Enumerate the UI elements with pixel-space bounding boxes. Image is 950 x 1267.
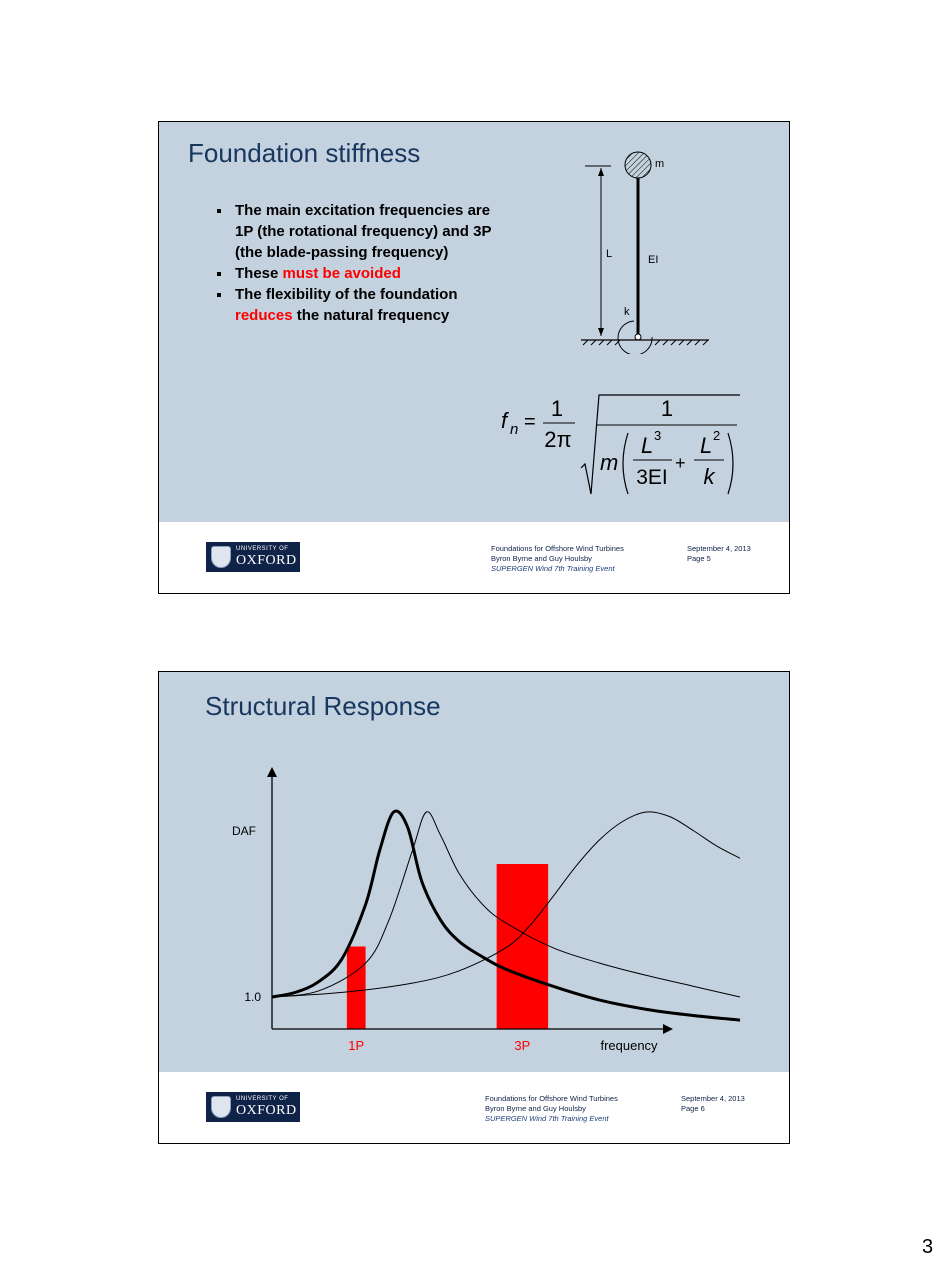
footer-date-page (687, 544, 751, 564)
footer-line1: Foundations for Offshore Wind Turbines (491, 544, 624, 553)
x-axis-label: frequency (600, 1038, 658, 1053)
footer-line1: Foundations for Offshore Wind Turbines (485, 1094, 618, 1103)
mass-label: m (655, 158, 665, 170)
formula-equals: = (524, 411, 536, 433)
slide-structural-response (158, 671, 790, 1144)
bullet-item (215, 263, 505, 284)
highlighted-text: must be avoided (282, 265, 401, 282)
formula-lhs: f (501, 408, 508, 433)
stiffness-ei-label: EI (648, 254, 659, 266)
natural-frequency-formula (497, 390, 747, 500)
footer-line2: Byron Byrne and Guy Houlsby (485, 1104, 586, 1113)
bullet-list (215, 200, 505, 326)
formula-frac-numerator: 1 (550, 396, 564, 421)
logo-small-text: UNIVERSITY OF (236, 1096, 289, 1102)
x-tick-label: 1P (348, 1038, 365, 1053)
footer-date-page (681, 1094, 745, 1114)
formula-term1-den: 3EI (636, 466, 668, 489)
x-axis-arrow-icon (663, 1024, 673, 1034)
slide-foundation-stiffness (158, 121, 790, 594)
formula-subscript: n (510, 421, 519, 438)
excitation-band-1p (347, 947, 366, 1030)
structural-response-chart (159, 672, 790, 1074)
highlighted-text: reduces (235, 307, 293, 324)
bullet-text: The main excitation frequencies are 1P (the rotational frequency) and 3P (the blade-passing frequency) (235, 202, 492, 261)
footer-line3: SUPERGEN Wind 7th Training Event (485, 1114, 609, 1123)
logo-big-text: OXFORD (236, 553, 297, 568)
excitation-band-3p (497, 864, 548, 1029)
formula-outer-numerator: 1 (660, 396, 674, 421)
bullet-text: These (235, 265, 283, 282)
page-number: 3 (922, 1236, 934, 1258)
y-axis-label: DAF (232, 824, 256, 838)
footer-date: September 4, 2013 (687, 544, 751, 553)
bullet-item (215, 200, 505, 263)
y-axis-arrow-icon (267, 767, 277, 777)
cantilever-diagram (579, 144, 719, 354)
bullet-text: The flexibility of the foundation (235, 286, 458, 303)
oxford-logo (206, 542, 300, 572)
formula-term2-den: k (703, 464, 715, 489)
footer-page: Page 6 (681, 1104, 705, 1113)
oxford-crest-icon (211, 546, 231, 568)
oxford-crest-icon (211, 1096, 231, 1118)
slide-footer (159, 522, 789, 593)
footer-credits (491, 544, 624, 574)
footer-line3: SUPERGEN Wind 7th Training Event (491, 564, 615, 573)
footer-page: Page 5 (687, 554, 711, 563)
slide-footer (159, 1072, 789, 1143)
mass-circle (625, 152, 651, 178)
formula-term2-pow: 2 (713, 428, 721, 443)
formula-plus: + (675, 453, 686, 473)
logo-big-text: OXFORD (236, 1103, 297, 1118)
slide-title: Structural Response (205, 691, 441, 721)
footer-credits (485, 1094, 618, 1124)
formula-term1-pow: 3 (654, 428, 662, 443)
footer-date: September 4, 2013 (681, 1094, 745, 1103)
footer-line2: Byron Byrne and Guy Houlsby (491, 554, 592, 563)
formula-mass: m (600, 450, 619, 475)
formula-term2-num: L (700, 433, 713, 458)
logo-small-text: UNIVERSITY OF (236, 546, 289, 552)
x-tick-label: 3P (514, 1038, 531, 1053)
bullet-text: the natural frequency (292, 307, 450, 324)
y-tick-label: 1.0 (244, 990, 261, 1004)
slide-title: Foundation stiffness (188, 138, 421, 168)
bullet-item (215, 284, 505, 326)
spring-k-label: k (624, 306, 630, 318)
formula-term1-num: L (641, 433, 654, 458)
length-label: L (606, 248, 613, 260)
oxford-logo (206, 1092, 300, 1122)
formula-frac-denominator: 2π (544, 427, 572, 452)
